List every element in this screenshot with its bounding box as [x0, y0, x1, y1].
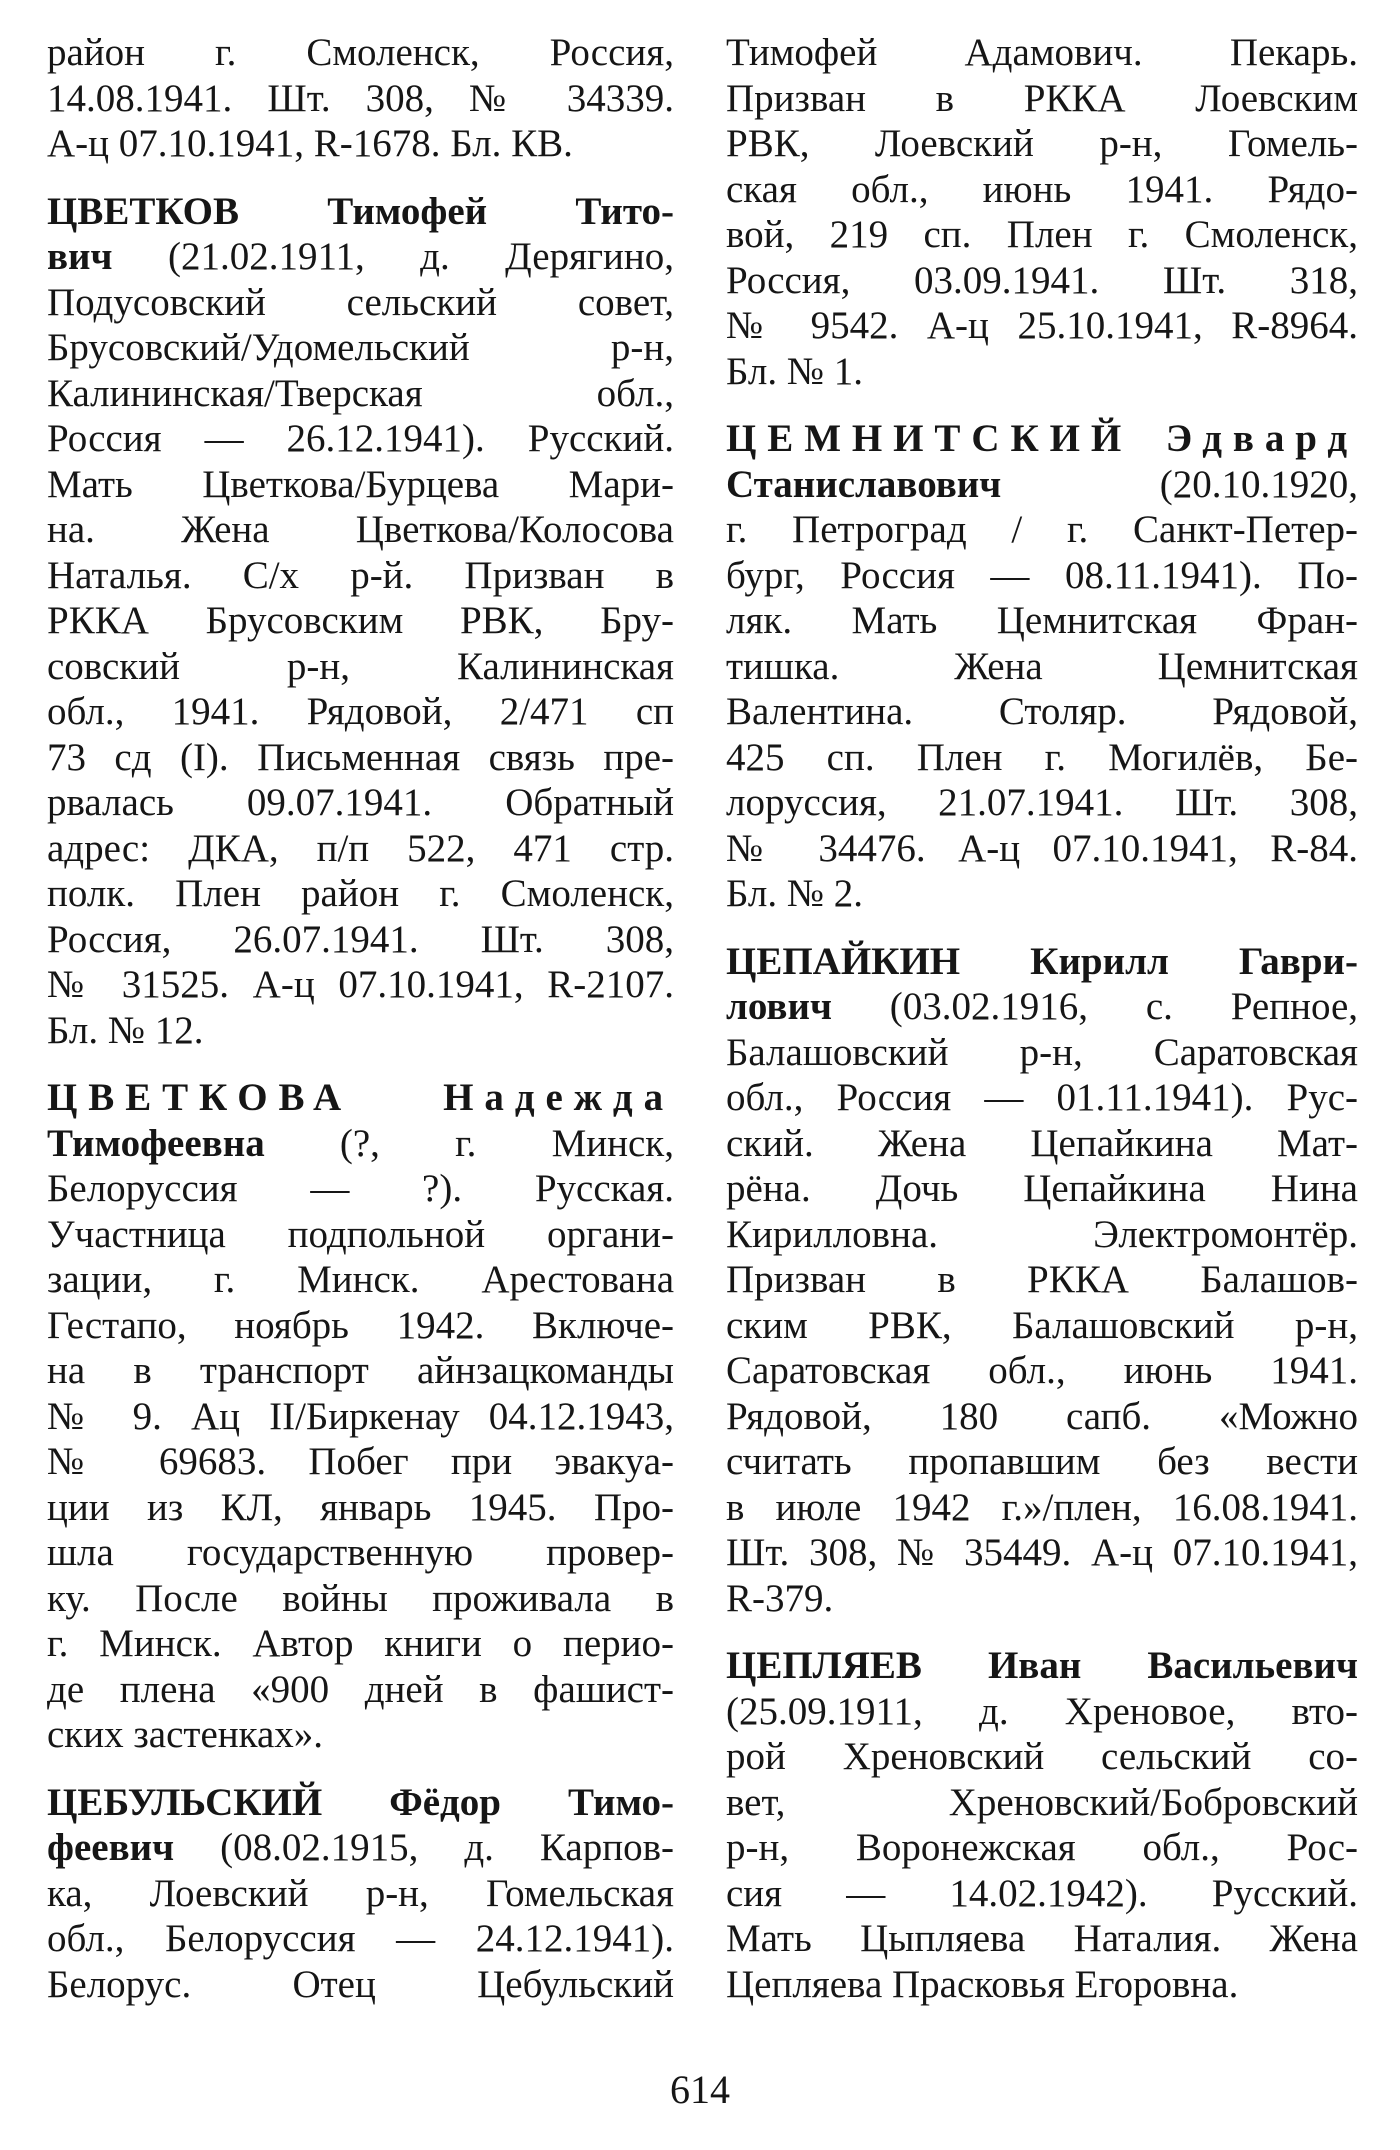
- entry-line: [47, 1075, 674, 1121]
- entry-line: [47, 962, 674, 1008]
- entry: [726, 939, 1358, 1622]
- entry-line: [726, 258, 1358, 304]
- entry-line: [47, 735, 674, 781]
- entry-line: [726, 1485, 1358, 1531]
- entry-text: совский р-н, Калининская: [47, 644, 674, 688]
- entry-line: [726, 939, 1358, 985]
- entry-text: Бл. № 1.: [726, 349, 864, 393]
- entry-text: Россия, 03.09.1941. Шт. 318,: [726, 258, 1358, 302]
- entry-headword: Станиславович: [726, 462, 1002, 506]
- entry-text: ляк. Мать Цемнитская Фран-: [726, 599, 1358, 642]
- entry-line: [726, 1734, 1358, 1780]
- entry-line: [726, 1394, 1358, 1440]
- entry-line: [47, 1303, 674, 1349]
- entry-line: [726, 1212, 1358, 1258]
- entry-text: полк. Плен район г. Смоленск,: [47, 872, 674, 915]
- entry-line: [47, 1008, 674, 1054]
- entry-line: [726, 1825, 1358, 1871]
- entry-line: [47, 462, 674, 508]
- entry-text: Шт. 308, № 35449. А-ц 07.10.1941,: [726, 1531, 1358, 1574]
- entry-line: [726, 1916, 1358, 1962]
- entry-headword: ЦЕПЛЯЕВ Иван Васильевич: [726, 1644, 1358, 1687]
- entry-line: [726, 30, 1358, 76]
- entry-headword: ЦЕМНИТСКИЙ Эдвард: [726, 417, 1358, 460]
- entry-line: [726, 780, 1358, 826]
- entry-headword: ЦВЕТКОВ Тимофей Тито-: [47, 189, 674, 233]
- entry-text: Брусовский/Удомельский р-н,: [47, 326, 674, 369]
- entry-line: [47, 1916, 674, 1962]
- page-number: 614: [670, 2067, 730, 2112]
- entry-line: [47, 30, 674, 76]
- entry-line: [726, 1257, 1358, 1303]
- entry-text: вет, Хреновский/Бобровский: [726, 1780, 1358, 1824]
- entry-line: [47, 325, 674, 371]
- entry-line: [726, 1576, 1358, 1622]
- entry-text: Мать Цветкова/Бурцева Мари-: [47, 462, 674, 506]
- entry-line: [726, 598, 1358, 644]
- entry-line: [47, 1348, 674, 1394]
- entry-text: (25.09.1911, д. Хреновое, вто-: [726, 1689, 1358, 1733]
- entry-line: [47, 871, 674, 917]
- entry-line: [726, 1075, 1358, 1121]
- entry-line: [47, 553, 674, 599]
- entry-headword: феевич: [47, 1826, 175, 1869]
- entry-text: 14.08.1941. Шт. 308, № 34339.: [47, 76, 674, 120]
- entry: [726, 416, 1358, 917]
- entry-line: [726, 689, 1358, 735]
- entry-text: Наталья. С/х р-й. Призван в: [47, 553, 674, 597]
- entry-line: [726, 507, 1358, 553]
- entry-text: на в транспорт айнзацкоманды: [47, 1349, 674, 1392]
- entry-text: Валентина. Столяр. Рядовой,: [726, 690, 1358, 733]
- entry-text: № 31525. А-ц 07.10.1941, R-2107.: [47, 963, 674, 1006]
- entry-text: (03.02.1916, с. Репное,: [831, 985, 1358, 1028]
- entry-line: [726, 1643, 1358, 1689]
- entry-text: сия — 14.02.1942). Русский.: [726, 1871, 1358, 1915]
- entry-line: [47, 644, 674, 690]
- entry-line: [47, 1667, 674, 1713]
- entry-line: [726, 462, 1358, 508]
- entry-text: ским РВК, Балашовский р-н,: [726, 1303, 1358, 1347]
- entry-text: РВК, Лоевский р-н, Гомель-: [726, 122, 1358, 165]
- left-column: [47, 30, 674, 2007]
- entry-text: обл., 1941. Рядовой, 2/471 сп: [47, 690, 674, 733]
- entry-line: [726, 121, 1358, 167]
- entry-line: [726, 1030, 1358, 1076]
- entry-text: в июле 1942 г.»/плен, 16.08.1941.: [726, 1485, 1358, 1529]
- entry-line: [47, 1871, 674, 1917]
- entry-line: [47, 1121, 674, 1167]
- entry-text: рой Хреновский сельский со-: [726, 1735, 1358, 1778]
- entry-line: [47, 1166, 674, 1212]
- entry-text: Участница подпольной органи-: [47, 1212, 674, 1256]
- entry-text: № 34476. А-ц 07.10.1941, R-84.: [726, 826, 1358, 870]
- entry-line: [726, 303, 1358, 349]
- entry-text: район г. Смоленск, Россия,: [47, 31, 674, 74]
- entry-text: Тимофей Адамович. Пекарь.: [726, 31, 1358, 74]
- entry-text: Гестапо, ноябрь 1942. Включе-: [47, 1303, 674, 1347]
- entry-line: [726, 349, 1358, 395]
- entry-line: [726, 1871, 1358, 1917]
- entry-line: [47, 1485, 674, 1531]
- entry: [47, 1780, 674, 2008]
- entry-text: Кирилловна. Электромонтёр.: [726, 1212, 1358, 1256]
- entry-line: [726, 1166, 1358, 1212]
- entry-line: [726, 416, 1358, 462]
- entry-text: считать пропавшим без вести: [726, 1440, 1358, 1483]
- entry-text: рвалась 09.07.1941. Обратный: [47, 781, 674, 824]
- entry-text: г. Минск. Автор книги о перио-: [47, 1622, 674, 1665]
- entry-text: Балашовский р-н, Саратовская: [726, 1030, 1358, 1074]
- entry-text: 425 сп. Плен г. Могилёв, Бе-: [726, 735, 1358, 779]
- entry: [47, 1075, 674, 1758]
- entry-text: Призван в РККА Балашов-: [726, 1258, 1358, 1301]
- entry-text: (08.02.1915, д. Карпов-: [174, 1826, 674, 1869]
- entry-line: [47, 371, 674, 417]
- entry-line: [726, 76, 1358, 122]
- entry-text: № 9542. А-ц 25.10.1941, R-8964.: [726, 304, 1358, 347]
- entry-line: [726, 1780, 1358, 1826]
- entry-line: [47, 689, 674, 735]
- entry-text: обл., Россия — 01.11.1941). Рус-: [726, 1076, 1358, 1119]
- entry-headword: лович: [726, 985, 832, 1028]
- entry-text: Мать Цыпляева Наталия. Жена: [726, 1917, 1358, 1960]
- entry-headword: вич: [47, 235, 113, 278]
- entry-line: [726, 1689, 1358, 1735]
- entry-text: Белорус. Отец Цебульский: [47, 1962, 674, 2006]
- entry-text: ции из КЛ, январь 1945. Про-: [47, 1485, 674, 1529]
- entry: [47, 189, 674, 1054]
- entry-line: [47, 1621, 674, 1667]
- entry-line: [47, 280, 674, 326]
- entry-text: Призван в РККА Лоевским: [726, 76, 1358, 120]
- entry-line: [47, 1439, 674, 1485]
- entry-line: [47, 76, 674, 122]
- entry-line: [726, 735, 1358, 781]
- entry-text: Бл. № 2.: [726, 872, 864, 915]
- entry-text: шла государственную провер-: [47, 1531, 674, 1574]
- entry-text: R-379.: [726, 1576, 834, 1620]
- entry-line: [726, 1962, 1358, 2008]
- entry-line: [47, 1212, 674, 1258]
- entry-line: [47, 1257, 674, 1303]
- entry-line: [47, 507, 674, 553]
- right-column: [726, 30, 1358, 2007]
- entry-text: Подусовский сельский совет,: [47, 280, 674, 324]
- entry-line: [726, 212, 1358, 258]
- entry-text: Рядовой, 180 сапб. «Можно: [726, 1394, 1358, 1438]
- entry-line: [47, 1825, 674, 1871]
- entry-text: г. Петроград / г. Санкт-Петер-: [726, 508, 1358, 551]
- entry-text: (21.02.1911, д. Дерягино,: [112, 235, 674, 278]
- entry-text: бург, Россия — 08.11.1941). По-: [726, 553, 1358, 597]
- entry-text: Калининская/Тверская обл.,: [47, 371, 674, 415]
- entry-line: [726, 1530, 1358, 1576]
- entry-text: р-н, Воронежская обл., Рос-: [726, 1826, 1358, 1869]
- entry-line: [47, 121, 674, 167]
- entry-text: Бл. № 12.: [47, 1008, 204, 1052]
- entry-text: вой, 219 сп. Плен г. Смоленск,: [726, 213, 1358, 256]
- entry-text: РККА Брусовским РВК, Бру-: [47, 599, 674, 642]
- entry-line: [47, 826, 674, 872]
- entry-headword: ЦЕПАЙКИН Кирилл Гаври-: [726, 939, 1358, 983]
- entry-line: [726, 644, 1358, 690]
- entry: [726, 30, 1358, 394]
- entry-text: Россия, 26.07.1941. Шт. 308,: [47, 917, 674, 961]
- entry-headword: Тимофеевна: [47, 1121, 265, 1165]
- entry-line: [47, 598, 674, 644]
- entry-line: [47, 1962, 674, 2008]
- entry-line: [47, 1530, 674, 1576]
- entry-line: [726, 1303, 1358, 1349]
- entry-text: зации, г. Минск. Арестована: [47, 1258, 674, 1301]
- entry: [47, 30, 674, 167]
- entry-text: тишка. Жена Цемнитская: [726, 644, 1358, 688]
- entry-line: [726, 1439, 1358, 1485]
- entry-text: № 9. Ац II/Биркенау 04.12.1943,: [47, 1394, 674, 1438]
- entry-line: [726, 553, 1358, 599]
- entry-text: де плена «900 дней в фашист-: [47, 1667, 674, 1711]
- entry-text: ский. Жена Цепайкина Мат-: [726, 1121, 1358, 1165]
- entry-text: ку. После войны проживала в: [47, 1576, 674, 1620]
- entry-line: [47, 917, 674, 963]
- entry-line: [726, 1121, 1358, 1167]
- entry-line: [47, 1394, 674, 1440]
- entry-text: ка, Лоевский р-н, Гомельская: [47, 1871, 674, 1915]
- entry-line: [726, 984, 1358, 1030]
- entry-line: [47, 780, 674, 826]
- entry-line: [726, 167, 1358, 213]
- entry-line: [47, 1712, 674, 1758]
- entry-text: Саратовская обл., июнь 1941.: [726, 1349, 1358, 1392]
- entry-line: [47, 1780, 674, 1826]
- entry-line: [47, 416, 674, 462]
- entry-text: адрес: ДКА, п/п 522, 471 стр.: [47, 826, 674, 870]
- entry-line: [726, 1348, 1358, 1394]
- entry-text: на. Жена Цветкова/Колосова: [47, 508, 674, 551]
- entry-text: обл., Белоруссия — 24.12.1941).: [47, 1917, 674, 1960]
- entry-text: 73 сд (I). Письменная связь пре-: [47, 735, 674, 779]
- entry-text: Цепляева Прасковья Егоровна.: [726, 1962, 1239, 2006]
- entry-text: ская обл., июнь 1941. Рядо-: [726, 167, 1358, 211]
- entry-text: А-ц 07.10.1941, R-1678. Бл. КВ.: [47, 122, 573, 165]
- entry-headword: ЦЕБУЛЬСКИЙ Фёдор Тимо-: [47, 1780, 674, 1824]
- entry-text: № 69683. Побег при эвакуа-: [47, 1440, 674, 1483]
- entry-text: (?, г. Минск,: [264, 1121, 674, 1165]
- entry-text: Белоруссия — ?). Русская.: [47, 1167, 674, 1210]
- entry-line: [726, 826, 1358, 872]
- entry-text: Россия — 26.12.1941). Русский.: [47, 417, 674, 460]
- entry-line: [47, 189, 674, 235]
- entry-text: ских застенках».: [47, 1713, 324, 1756]
- entry-line: [47, 1576, 674, 1622]
- entry-headword: ЦВЕТКОВА Надежда: [47, 1076, 674, 1119]
- entry-line: [726, 871, 1358, 917]
- entry: [726, 1643, 1358, 2007]
- entry-text: лоруссия, 21.07.1941. Шт. 308,: [726, 781, 1358, 824]
- entry-line: [47, 234, 674, 280]
- entry-text: (20.10.1920,: [1001, 462, 1358, 506]
- entry-text: рёна. Дочь Цепайкина Нина: [726, 1167, 1358, 1210]
